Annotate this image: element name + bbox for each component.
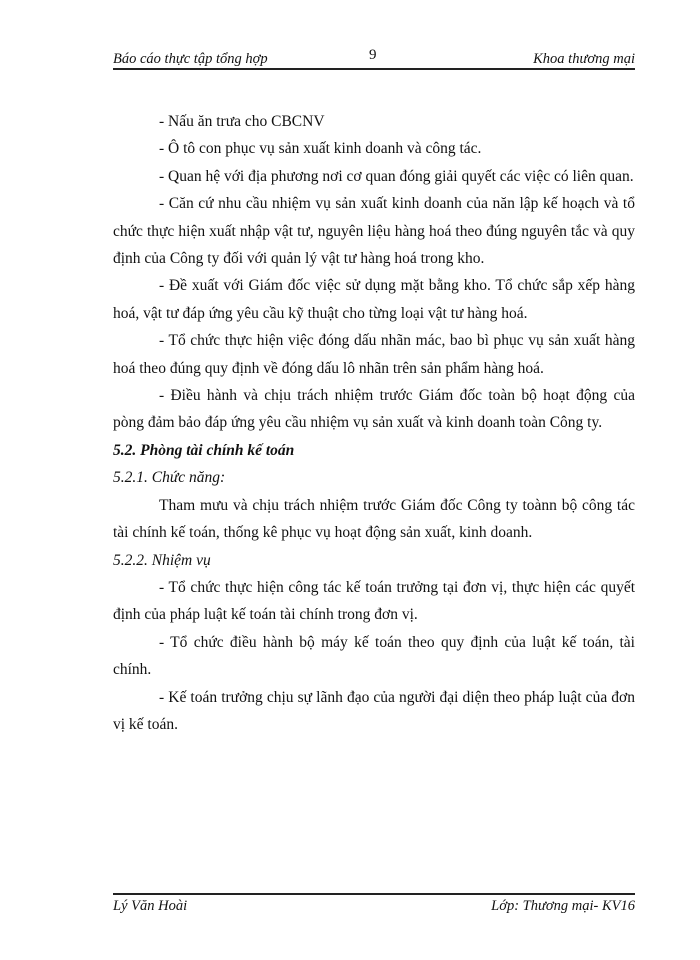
header-faculty: Khoa thương mại bbox=[533, 51, 635, 67]
subsection-heading-5-2-1: 5.2.1. Chức năng: bbox=[113, 469, 226, 487]
paragraph-6: - Tổ chức thực hiện việc đóng dấu nhãn mác, bao bì phục vụ sản xuất hàng hoá theo đúng quy định về đóng dấu lô nhãn trên sản phẩm hàng hoá. bbox=[113, 332, 635, 377]
page-footer bbox=[113, 893, 635, 917]
paragraph-5: - Đề xuất với Giám đốc việc sử dụng mặt bằng kho. Tổ chức sắp xếp hàng hoá, vật tư đáp ứng yêu cầu kỹ thuật cho từng loại vật tư hàng hoá. bbox=[113, 277, 635, 322]
footer-class: Lớp: Thương mại- KV16 bbox=[491, 897, 635, 914]
document-body bbox=[113, 108, 635, 738]
paragraph-2: - Ô tô con phục vụ sản xuất kinh doanh và công tác. bbox=[159, 140, 482, 158]
paragraph-10: - Tổ chức điều hành bộ máy kế toán theo quy định của luật kế toán, tài chính. bbox=[113, 633, 635, 679]
footer-author: Lý Văn Hoài bbox=[113, 897, 188, 914]
paragraph-7: - Điều hành và chịu trách nhiệm trước Giám đốc toàn bộ hoạt động của pòng đảm bảo đáp ứng yêu cầu nhiệm vụ sản xuất và kinh doanh toàn Công ty. bbox=[113, 387, 635, 432]
paragraph-4: - Căn cứ nhu cầu nhiệm vụ sản xuất kinh doanh của năn lập kế hoạch và tổ chức thực hiện xuất nhập vật tư, nguyên liệu hàng hoá theo đúng nguyên tắc và quy định của Công ty đối với quản lý vật tư hàng hoá trong kho. bbox=[113, 195, 635, 268]
page-header bbox=[113, 46, 635, 70]
paragraph-3: - Quan hệ với địa phương nơi cơ quan đóng giải quyết các việc có liên quan. bbox=[159, 167, 634, 185]
subsection-heading-5-2-2: 5.2.2. Nhiệm vụ bbox=[113, 551, 211, 569]
paragraph-1: - Nấu ăn trưa cho CBCNV bbox=[159, 113, 325, 130]
paragraph-11: - Kế toán trưởng chịu sự lãnh đạo của người đại diện theo pháp luật của đơn vị kế toán. bbox=[113, 688, 635, 733]
header-report-title: Báo cáo thực tập tổng hợp bbox=[113, 51, 268, 67]
section-heading-5-2: 5.2. Phòng tài chính kế toán bbox=[113, 441, 295, 459]
page-number: 9 bbox=[369, 47, 377, 63]
paragraph-8: Tham mưu và chịu trách nhiệm trước Giám đốc Công ty toànn bộ công tác tài chính kế toán, thống kê phục vụ hoạt động sản xuất, kinh doanh. bbox=[113, 496, 635, 542]
paragraph-9: - Tổ chức thực hiện công tác kế toán trưởng tại đơn vị, thực hiện các quyết định của pháp luật kế toán tài chính trong đơn vị. bbox=[113, 578, 635, 624]
